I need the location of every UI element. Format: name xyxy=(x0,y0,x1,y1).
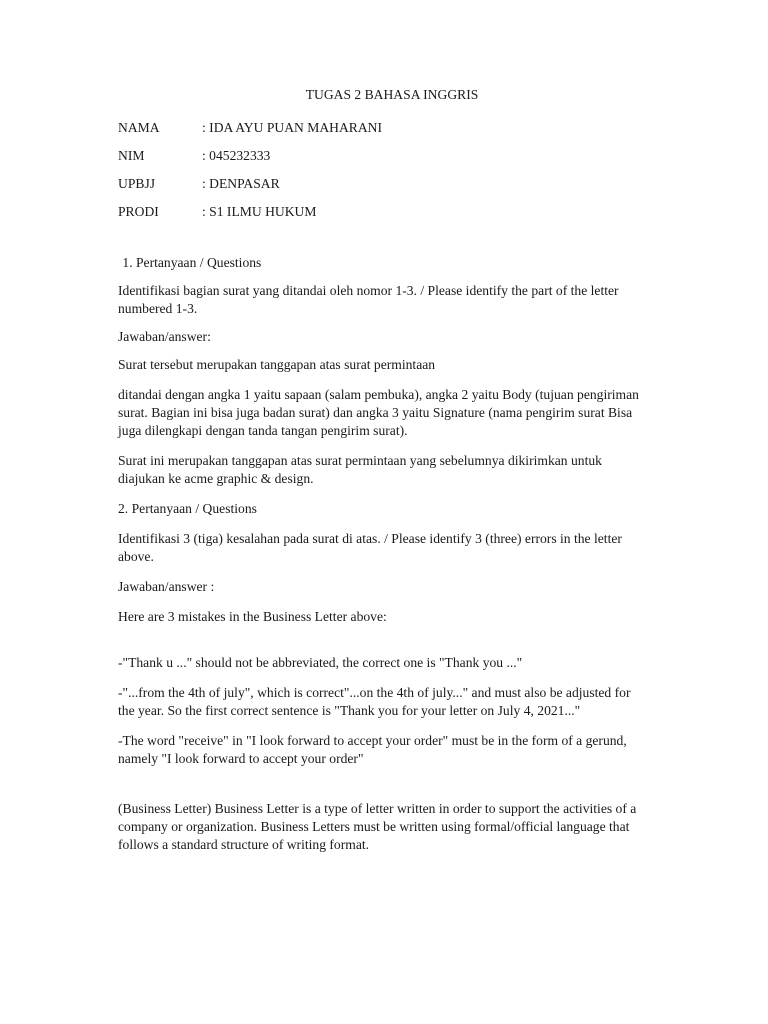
spacer xyxy=(118,636,640,654)
info-label: PRODI xyxy=(118,204,159,219)
info-value: : S1 ILMU HUKUM xyxy=(202,204,317,219)
info-row-upbjj xyxy=(118,170,382,198)
q1-heading: 1. Pertanyaan / Questions xyxy=(119,255,262,270)
info-label: NAMA xyxy=(118,120,160,135)
info-label: UPBJJ xyxy=(118,176,156,191)
q1-answer-label: Jawaban/answer: xyxy=(118,329,211,344)
closing-paragraph: (Business Letter) Business Letter is a type of letter written in order to support the activities of a company or organization. Business Letters must be written using formal/official language that follows a standard structure of writing format. xyxy=(118,801,637,852)
q1-answer-paragraph: ditandai dengan angka 1 yaitu sapaan (salam pembuka), angka 2 yaitu Body (tujuan pengiriman surat. Bagian ini bisa juga badan surat) dan angka 3 yaitu Signature (nama pengirim surat Bisa juga dilengkapi dengan tanda tangan pengirim surat). xyxy=(118,387,639,438)
info-row-nama xyxy=(118,114,382,142)
mistake-item: -The word "receive" in "I look forward to accept your order" must be in the form of a gerund, namely "I look forward to accept your order" xyxy=(118,733,627,766)
q1-question: Identifikasi bagian surat yang ditandai oleh nomor 1-3. / Please identify the part of the letter numbered 1-3. xyxy=(118,283,619,316)
document-body xyxy=(118,254,640,864)
info-row-nim xyxy=(118,142,382,170)
info-value: : DENPASAR xyxy=(202,176,280,191)
q2-intro: Here are 3 mistakes in the Business Letter above: xyxy=(118,609,387,624)
q1-answer-paragraph: Surat tersebut merupakan tanggapan atas surat permintaan xyxy=(118,357,436,372)
mistake-item: -"Thank u ..." should not be abbreviated, the correct one is "Thank you ..." xyxy=(118,655,523,670)
q2-answer-label: Jawaban/answer : xyxy=(118,579,215,594)
info-row-prodi xyxy=(118,198,382,226)
q2-question: Identifikasi 3 (tiga) kesalahan pada surat di atas. / Please identify 3 (three) errors in the letter above. xyxy=(118,531,622,564)
document-title: TUGAS 2 BAHASA INGGRIS xyxy=(305,87,479,102)
q1-answer-paragraph: Surat ini merupakan tanggapan atas surat permintaan yang sebelumnya dikirimkan untuk diajukan ke acme graphic & design. xyxy=(118,453,602,486)
mistake-item: -"...from the 4th of july", which is correct"...on the 4th of july..." and must also be adjusted for the year. So the first correct sentence is "Thank you for your letter on July 4, 2021..." xyxy=(118,685,631,718)
spacer xyxy=(118,778,640,800)
student-info xyxy=(118,114,382,226)
info-value: : 045232333 xyxy=(202,148,271,163)
info-value: : IDA AYU PUAN MAHARANI xyxy=(202,120,383,135)
info-label: NIM xyxy=(118,148,145,163)
q2-heading: 2. Pertanyaan / Questions xyxy=(118,501,257,516)
